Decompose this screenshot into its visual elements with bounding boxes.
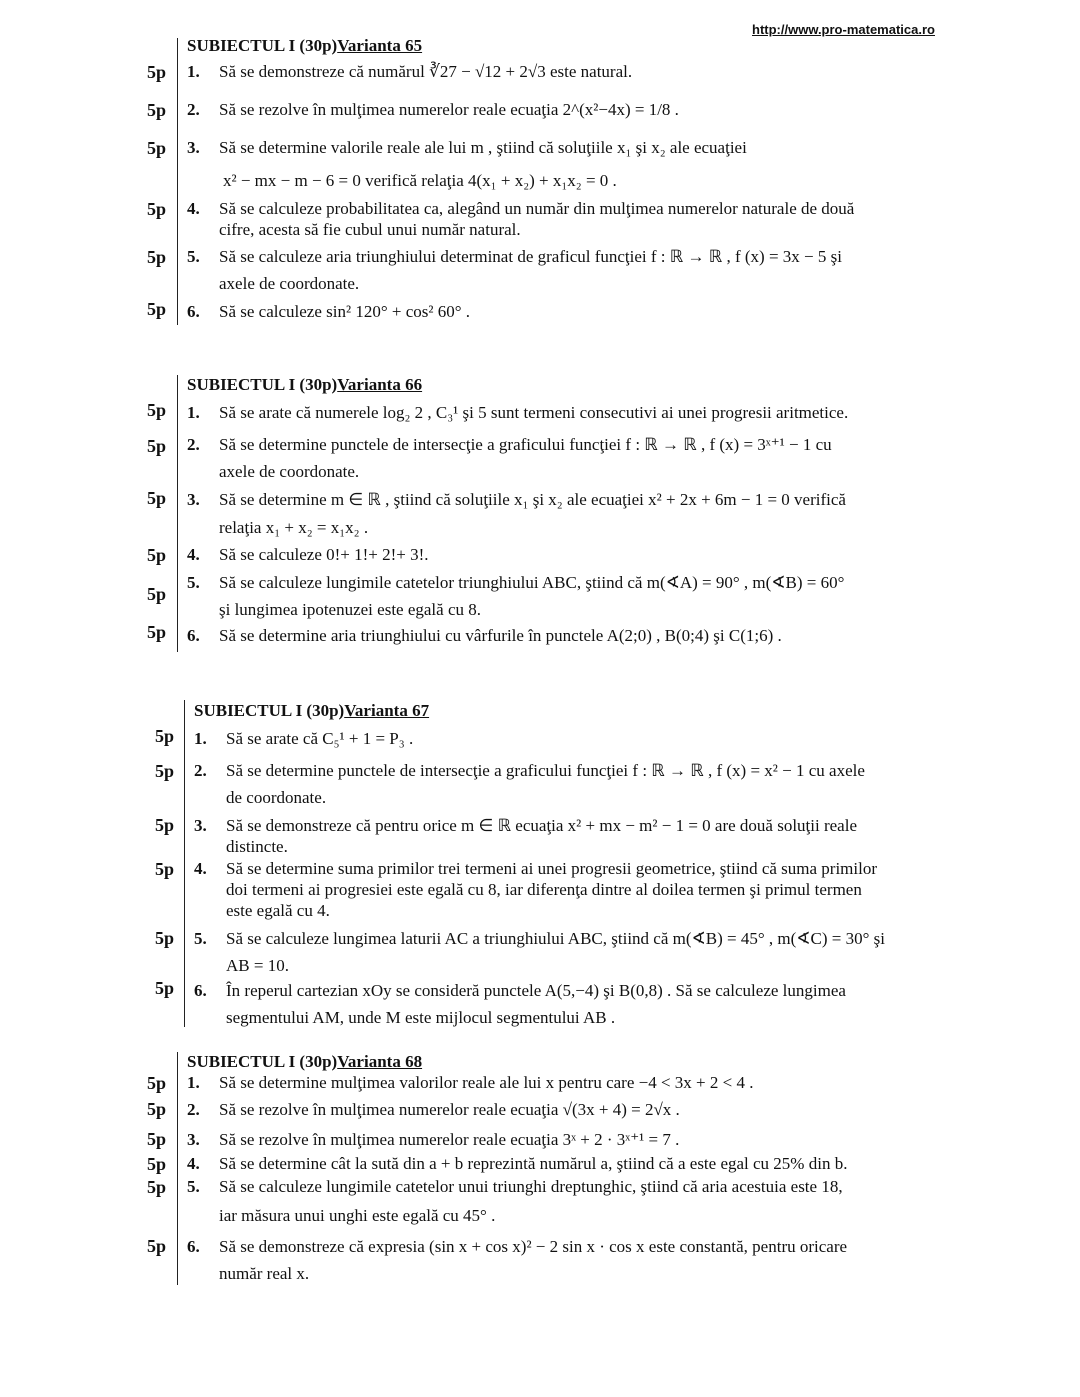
item-text-line: şi lungimea ipotenuzei este egală cu 8. [219,600,481,619]
points-label: 5p [147,584,167,604]
item-number: 5. [187,573,200,592]
variant-title: Varianta 65 [337,36,423,55]
item-text-line: Să se demonstreze că numărul ∛27 − √12 + 2√3 este natural. [219,62,633,81]
item-text-line: Să se rezolve în mulţimea numerelor reale ecuaţia 2^(x²−4x) = 1/8 . [219,100,679,119]
item-text-line: de coordonate. [226,788,327,807]
points-label: 5p [147,199,167,219]
item-text-line: Să se determine aria triunghiului cu vârfurile în punctele A(2;0) , B(0;4) şi C(1;6) . [219,626,782,645]
item-number: 5. [187,1177,200,1196]
points-label: 5p [155,815,175,835]
website-link[interactable]: http://www.pro-matematica.ro [752,22,935,37]
points-label: 5p [147,622,167,642]
item-text-line: Să se demonstreze că pentru orice m ∈ ℝ ecuaţia x² + mx − m² − 1 = 0 are două soluţii reale [226,816,858,835]
item-number: 2. [187,1100,200,1119]
points-label: 5p [147,299,167,319]
item-number: 5. [187,247,200,266]
item-number: 3. [187,138,200,157]
points-label: 5p [147,100,167,120]
item-text-line: Să se arate că C₅¹ + 1 = P₃ . [226,729,414,748]
item-number: 1. [187,403,200,422]
item-text-line: axele de coordonate. [219,462,360,481]
item-number: 4. [187,545,200,564]
item-number: 1. [194,729,207,748]
variant-title: Varianta 67 [344,701,430,720]
item-number: 2. [187,435,200,454]
item-number: 6. [187,626,200,645]
points-label: 5p [147,545,167,565]
points-label: 5p [147,1236,167,1256]
item-text-line: doi termeni ai progresiei este egală cu 8, iar diferenţa dintre al doilea termen şi primul termen [226,880,862,899]
points-label: 5p [155,726,175,746]
points-label: 5p [147,138,167,158]
item-number: 3. [194,816,207,835]
item-number: 2. [194,761,207,780]
item-text-line: Să se rezolve în mulţimea numerelor reale ecuaţia 3ˣ + 2 · 3ˣ⁺¹ = 7 . [219,1130,680,1149]
item-text-line: Să se calculeze sin² 120° + cos² 60° . [219,302,471,321]
subject-label: SUBIECTUL I (30p) [194,701,345,720]
item-number: 4. [194,859,207,878]
section-divider-line [177,38,178,325]
item-number: 3. [187,1130,200,1149]
points-label: 5p [147,436,167,456]
item-number: 6. [187,1237,200,1256]
item-number: 6. [187,302,200,321]
item-text-line: Să se determine suma primilor trei termeni ai unei progresii geometrice, ştiind că suma primilor [226,859,878,878]
variant-title: Varianta 68 [337,1052,423,1071]
item-text-line: axele de coordonate. [219,274,360,293]
points-label: 5p [155,859,175,879]
section-divider-line [184,700,185,1027]
item-text-line: Să se determine cât la sută din a + b reprezintă numărul a, ştiind că a este egal cu 25% din b. [219,1154,848,1173]
item-text-line: Să se calculeze aria triunghiului determinat de graficul funcţiei f : ℝ → ℝ , f (x) = 3x − 5 şi [219,247,842,266]
points-label: 5p [155,928,175,948]
item-number: 1. [187,62,200,81]
points-label: 5p [147,1129,167,1149]
section-header [187,36,422,56]
points-label: 5p [147,247,167,267]
points-label: 5p [147,400,167,420]
item-number: 6. [194,981,207,1000]
item-number: 1. [187,1073,200,1092]
item-text-line: Să se determine m ∈ ℝ , ştiind că soluţiile x₁ şi x₂ ale ecuaţiei x² + 2x + 6m − 1 = 0 verifică [219,490,846,509]
item-text-line: Să se rezolve în mulţimea numerelor reale ecuaţia √(3x + 4) = 2√x . [219,1100,680,1119]
item-text-line: Să se calculeze probabilitatea ca, alegând un număr din mulţimea numerelor naturale de două [219,199,855,218]
item-text-line: AB = 10. [226,956,289,975]
item-text-line: Să se determine punctele de intersecţie a graficului funcţiei f : ℝ → ℝ , f (x) = x² − 1 cu axele [226,761,865,780]
subject-label: SUBIECTUL I (30p) [187,36,338,55]
subject-label: SUBIECTUL I (30p) [187,1052,338,1071]
section-header [187,1052,422,1072]
variant-title: Varianta 66 [337,375,423,394]
item-number: 4. [187,199,200,218]
item-text-line: iar măsura unui unghi este egală cu 45° . [219,1206,496,1225]
item-text-line: cifre, acesta să fie cubul unui număr natural. [219,220,521,239]
item-text-line: x² − mx − m − 6 = 0 verifică relaţia 4(x₁ + x₂) + x₁x₂ = 0 . [223,171,617,190]
points-label: 5p [147,62,167,82]
item-text-line: segmentului AM, unde M este mijlocul segmentului AB . [226,1008,616,1027]
subject-label: SUBIECTUL I (30p) [187,375,338,394]
item-text-line: este egală cu 4. [226,901,330,920]
points-label: 5p [147,1099,167,1119]
section-divider-line [177,1052,178,1285]
item-text-line: Să se determine punctele de intersecţie a graficului funcţiei f : ℝ → ℝ , f (x) = 3ˣ⁺¹ − 1 cu [219,435,832,454]
points-label: 5p [147,1177,167,1197]
section-divider-line [177,375,178,652]
item-number: 5. [194,929,207,948]
item-text-line: Să se determine mulţimea valorilor reale ale lui x pentru care −4 < 3x + 2 < 4 . [219,1073,754,1092]
item-text-line: Să se calculeze lungimile catetelor triunghiului ABC, ştiind că m(∢A) = 90° , m(∢B) = 60° [219,573,845,592]
points-label: 5p [147,488,167,508]
item-number: 3. [187,490,200,509]
item-number: 4. [187,1154,200,1173]
item-text-line: relaţia x₁ + x₂ = x₁x₂ . [219,518,369,537]
item-text-line: Să se calculeze 0!+ 1!+ 2!+ 3!. [219,545,429,564]
item-text-line: Să se calculeze lungimile catetelor unui triunghi dreptunghic, ştiind că aria acestuia este 18, [219,1177,843,1196]
section-header [194,701,429,721]
item-text-line: În reperul cartezian xOy se consideră punctele A(5,−4) şi B(0,8) . Să se calculeze lungimea [226,981,846,1000]
item-text-line: distincte. [226,837,288,856]
points-label: 5p [147,1154,167,1174]
item-text-line: Să se determine valorile reale ale lui m , ştiind că soluţiile x₁ şi x₂ ale ecuaţiei [219,138,747,157]
item-text-line: Să se demonstreze că expresia (sin x + cos x)² − 2 sin x · cos x este constantă, pentru oricare [219,1237,848,1256]
section-header [187,375,422,395]
item-number: 2. [187,100,200,119]
points-label: 5p [155,761,175,781]
item-text-line: număr real x. [219,1264,310,1283]
item-text-line: Să se arate că numerele log₂ 2 , C₃¹ şi 5 sunt termeni consecutivi ai unei progresii aritmetice. [219,403,849,422]
item-text-line: Să se calculeze lungimea laturii AC a triunghiului ABC, ştiind că m(∢B) = 45° , m(∢C) = 30° şi [226,929,885,948]
points-label: 5p [155,978,175,998]
points-label: 5p [147,1073,167,1093]
